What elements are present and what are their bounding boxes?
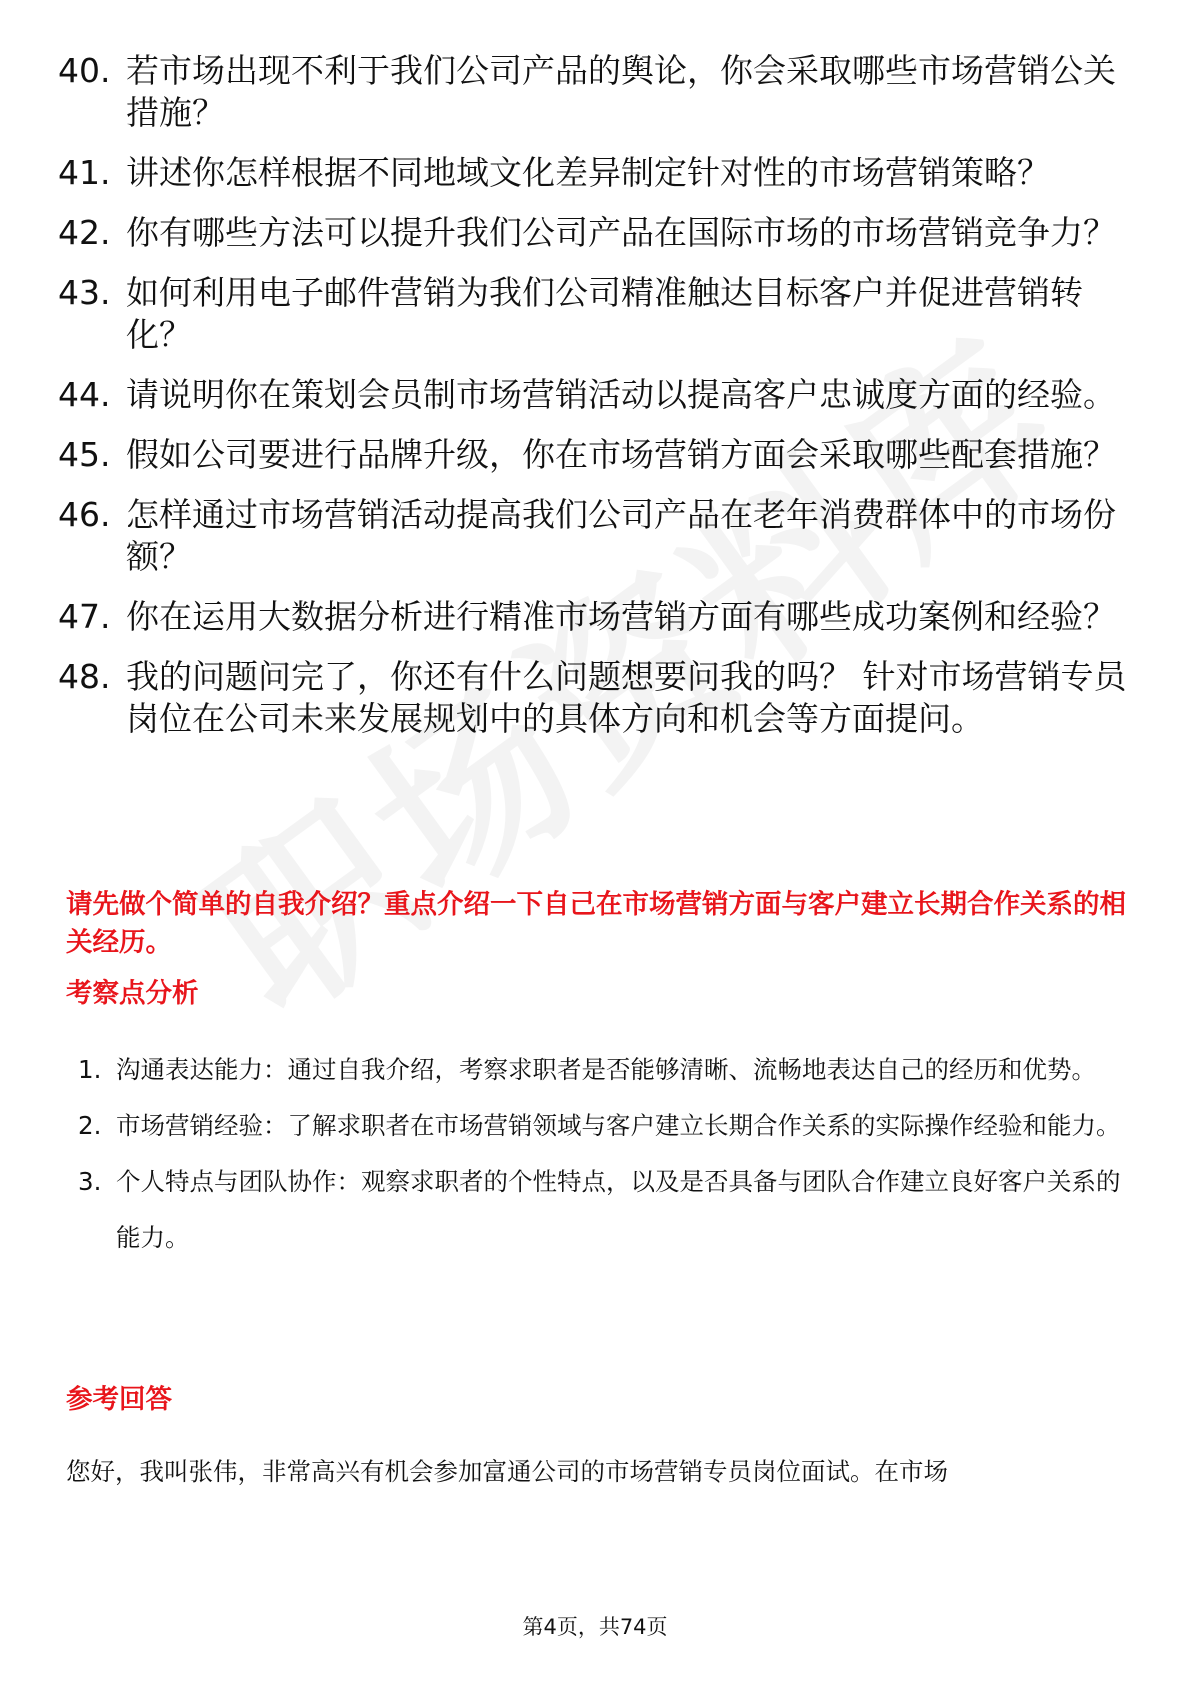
- question-text: 假如公司要进行品牌升级，你在市场营销方面会采取哪些配套措施？: [126, 435, 1116, 474]
- list-item: [78, 1042, 1138, 1098]
- list-item: [58, 272, 1148, 356]
- list-item: [58, 656, 1148, 740]
- question-number: 41.: [58, 153, 111, 192]
- question-text: 我的问题问完了，你还有什么问题想要问我的吗？ 针对市场营销专员岗位在公司未来发展规划中的具体方向和机会等方面提问。: [126, 657, 1127, 738]
- question-text: 如何利用电子邮件营销为我们公司精准触达目标客户并促进营销转化？: [126, 273, 1083, 354]
- point-text: 个人特点与团队协作：观察求职者的个性特点，以及是否具备与团队合作建立良好客户关系的能力。: [116, 1167, 1121, 1252]
- reference-heading: 参考回答: [66, 1384, 172, 1415]
- list-item: [58, 152, 1148, 194]
- question-number: 43.: [58, 273, 111, 312]
- list-item: [78, 1154, 1138, 1266]
- question-text: 你有哪些方法可以提升我们公司产品在国际市场的市场营销竞争力？: [126, 213, 1116, 252]
- question-text: 怎样通过市场营销活动提高我们公司产品在老年消费群体中的市场份额？: [126, 495, 1116, 576]
- list-item: [58, 434, 1148, 476]
- question-text: 请说明你在策划会员制市场营销活动以提高客户忠诚度方面的经验。: [126, 375, 1116, 414]
- point-text: 沟通表达能力：通过自我介绍，考察求职者是否能够清晰、流畅地表达自己的经历和优势。: [116, 1055, 1096, 1084]
- question-list: [58, 50, 1148, 758]
- page-footer: 第4页，共74页: [522, 1615, 668, 1639]
- question-number: 44.: [58, 375, 111, 414]
- question-number: 48.: [58, 657, 111, 696]
- point-number: 3.: [78, 1167, 102, 1196]
- question-text: 若市场出现不利于我们公司产品的舆论，你会采取哪些市场营销公关措施？: [126, 51, 1116, 132]
- question-number: 45.: [58, 435, 111, 474]
- reference-answer: 您好，我叫张伟，非常高兴有机会参加富通公司的市场营销专员岗位面试。在市场: [66, 1457, 948, 1486]
- question-number: 46.: [58, 495, 111, 534]
- point-text: 市场营销经验：了解求职者在市场营销领域与客户建立长期合作关系的实际操作经验和能力。: [116, 1111, 1121, 1140]
- point-number: 1.: [78, 1055, 102, 1084]
- list-item: [78, 1098, 1138, 1154]
- question-text: 讲述你怎样根据不同地域文化差异制定针对性的市场营销策略？: [126, 153, 1050, 192]
- list-item: [58, 494, 1148, 578]
- question-number: 40.: [58, 51, 111, 90]
- question-number: 47.: [58, 597, 111, 636]
- list-item: [58, 374, 1148, 416]
- analysis-heading: 考察点分析: [66, 978, 199, 1009]
- list-item: [58, 50, 1148, 134]
- analysis-list: [78, 1042, 1138, 1266]
- question-number: 42.: [58, 213, 111, 252]
- featured-question: 请先做个简单的自我介绍？重点介绍一下自己在市场营销方面与客户建立长期合作关系的相关经历。: [66, 889, 1126, 958]
- list-item: [58, 596, 1148, 638]
- list-item: [58, 212, 1148, 254]
- question-text: 你在运用大数据分析进行精准市场营销方面有哪些成功案例和经验？: [126, 597, 1116, 636]
- point-number: 2.: [78, 1111, 102, 1140]
